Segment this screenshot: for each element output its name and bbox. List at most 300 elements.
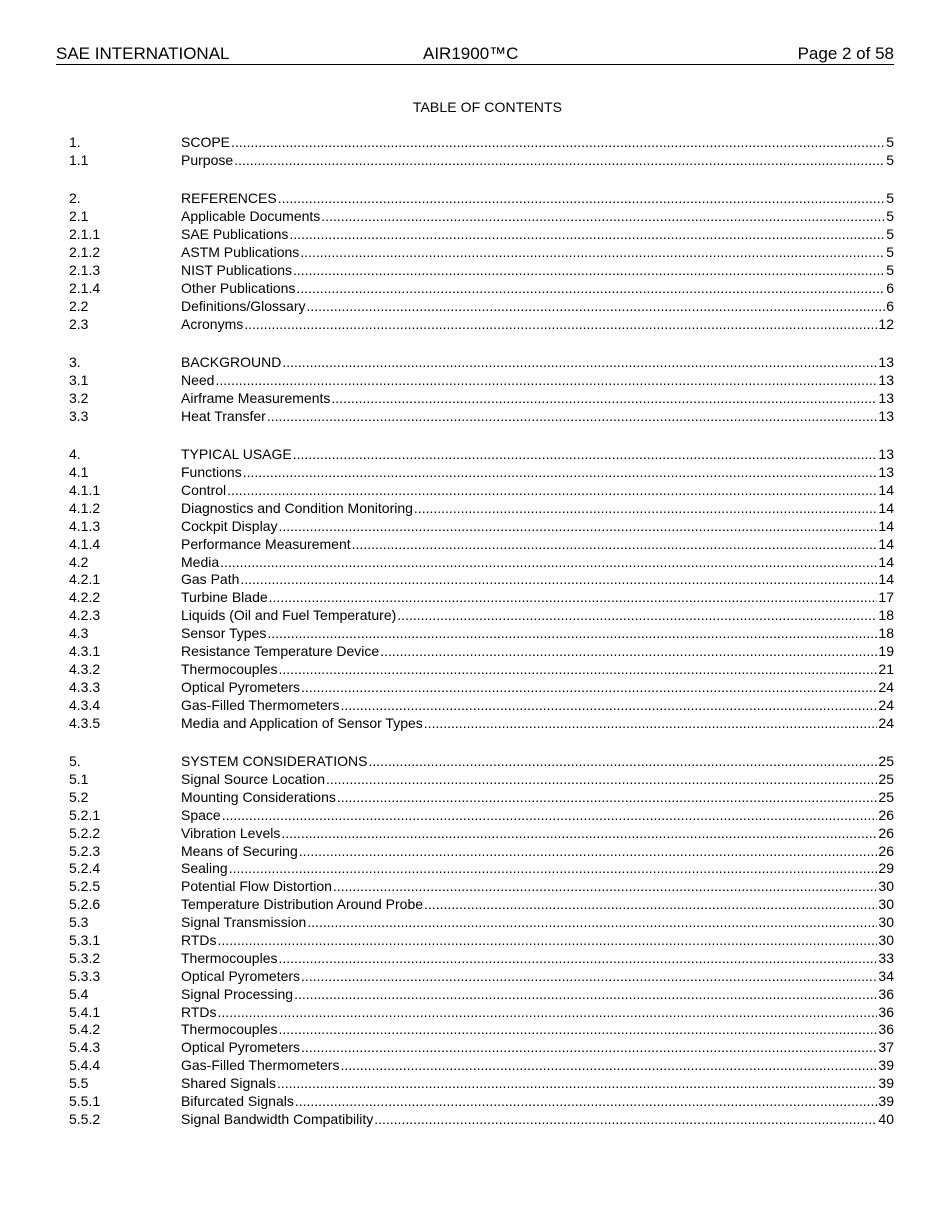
toc-entry-page: 5 <box>886 261 894 278</box>
toc-entry-title[interactable]: Liquids (Oil and Fuel Temperature) <box>181 607 397 624</box>
toc-entry-number: 5.3.3 <box>69 967 101 984</box>
section-spacer <box>69 334 894 355</box>
toc-entry-line <box>181 1021 894 1039</box>
toc-entry-page: 14 <box>878 571 894 588</box>
toc-entry-title[interactable]: Need <box>181 371 215 388</box>
dot-leader <box>267 625 877 643</box>
header-organization: SAE INTERNATIONAL <box>56 44 230 63</box>
toc-entry-page: 30 <box>878 896 894 913</box>
dot-leader <box>244 316 877 334</box>
dot-leader <box>231 134 885 152</box>
toc-entry-page: 14 <box>878 553 894 570</box>
toc-entry[interactable] <box>69 446 894 464</box>
toc-entry-title[interactable]: Signal Source Location <box>181 770 325 787</box>
toc-entry-line <box>181 625 894 643</box>
dot-leader <box>424 715 878 733</box>
table-of-contents <box>69 134 894 1129</box>
toc-entry-number: 5.2.5 <box>69 878 101 895</box>
toc-entry[interactable] <box>69 226 894 244</box>
toc-entry-title[interactable]: RTDs <box>181 1003 217 1020</box>
toc-entry-page: 25 <box>878 753 894 770</box>
dot-leader <box>340 1057 877 1075</box>
dot-leader <box>278 190 886 208</box>
toc-entry-page: 34 <box>878 967 894 984</box>
toc-entry-number: 2.2 <box>69 297 89 314</box>
toc-entry-title[interactable]: Signal Bandwidth Compatibility <box>181 1110 374 1127</box>
toc-entry-page: 19 <box>878 643 894 660</box>
dot-leader <box>293 262 885 280</box>
toc-entry-number: 5.5 <box>69 1075 89 1092</box>
toc-entry-page: 14 <box>878 499 894 516</box>
toc-entry-line <box>181 896 894 914</box>
section-spacer <box>69 426 894 447</box>
toc-entry-page: 30 <box>878 878 894 895</box>
toc-entry-number: 5.2.3 <box>69 842 101 859</box>
toc-entry-number: 5. <box>69 753 81 770</box>
toc-entry[interactable] <box>69 914 894 932</box>
toc-entry-number: 5.2.6 <box>69 896 101 913</box>
toc-entry-number: 5.5.2 <box>69 1110 101 1127</box>
toc-entry-page: 26 <box>878 842 894 859</box>
toc-entry-title[interactable]: Performance Measurement <box>181 535 351 552</box>
toc-entry-number: 4. <box>69 446 81 463</box>
toc-entry[interactable] <box>69 518 894 536</box>
dot-leader <box>295 1093 878 1111</box>
toc-entry[interactable] <box>69 753 894 771</box>
toc-entry-number: 4.2.1 <box>69 571 101 588</box>
toc-entry-page: 13 <box>878 354 894 371</box>
toc-entry-line <box>181 860 894 878</box>
toc-entry-number: 1. <box>69 134 81 150</box>
toc-entry-title[interactable]: Thermocouples <box>181 1021 278 1038</box>
toc-entry[interactable] <box>69 807 894 825</box>
toc-entry-title[interactable]: Control <box>181 482 227 499</box>
dot-leader <box>380 643 877 661</box>
toc-entry-title[interactable]: Acronyms <box>181 315 244 332</box>
toc-entry-title[interactable]: Thermocouples <box>181 660 278 677</box>
toc-entry[interactable] <box>69 208 894 226</box>
toc-entry-number: 5.4.4 <box>69 1057 101 1074</box>
toc-entry-number: 1.1 <box>69 151 89 168</box>
toc-entry[interactable] <box>69 1057 894 1075</box>
dot-leader <box>222 807 878 825</box>
toc-entry-title[interactable]: Other Publications <box>181 279 296 296</box>
toc-entry[interactable] <box>69 1093 894 1111</box>
toc-entry-title[interactable]: Media and Application of Sensor Types <box>181 714 423 731</box>
toc-entry-number: 4.1 <box>69 464 89 481</box>
toc-entry-title[interactable]: Resistance Temperature Device <box>181 643 380 660</box>
toc-entry-line <box>181 518 894 536</box>
dot-leader <box>374 1111 877 1129</box>
toc-entry-number: 5.3 <box>69 914 89 931</box>
toc-entry-line <box>181 789 894 807</box>
toc-entry-line <box>181 1093 894 1111</box>
toc-entry[interactable] <box>69 878 894 896</box>
toc-entry[interactable] <box>69 843 894 861</box>
toc-entry-number: 3. <box>69 354 81 371</box>
toc-entry-page: 5 <box>886 226 894 243</box>
toc-entry-title[interactable]: Optical Pyrometers <box>181 967 301 984</box>
dot-leader <box>397 607 877 625</box>
toc-entry[interactable] <box>69 298 894 316</box>
dot-leader <box>218 932 878 950</box>
toc-entry-title[interactable]: SAE Publications <box>181 226 289 243</box>
toc-entry-number: 2.1 <box>69 208 89 225</box>
toc-entry[interactable] <box>69 715 894 733</box>
toc-entry[interactable] <box>69 1039 894 1057</box>
toc-entry-page: 30 <box>878 914 894 931</box>
dot-leader <box>294 986 877 1004</box>
toc-entry-page: 18 <box>878 607 894 624</box>
toc-entry-page: 24 <box>878 678 894 695</box>
toc-entry-number: 4.2 <box>69 553 89 570</box>
toc-entry-number: 4.1.2 <box>69 499 101 516</box>
toc-entry-line <box>181 843 894 861</box>
toc-entry-title[interactable]: Gas Path <box>181 571 240 588</box>
toc-entry-title[interactable]: Purpose <box>181 151 234 168</box>
dot-leader <box>227 482 877 500</box>
dot-leader <box>279 661 878 679</box>
toc-entry-title[interactable]: SYSTEM CONSIDERATIONS <box>181 753 368 770</box>
toc-entry-line <box>181 208 894 226</box>
toc-entry-title[interactable]: Gas-Filled Thermometers <box>181 696 340 713</box>
toc-entry-number: 2.1.2 <box>69 244 101 261</box>
dot-leader <box>296 280 885 298</box>
toc-entry-title[interactable]: NIST Publications <box>181 261 293 278</box>
toc-entry[interactable] <box>69 354 894 372</box>
toc-entry-page: 40 <box>878 1110 894 1127</box>
toc-entry-page: 5 <box>886 244 894 261</box>
toc-entry-number: 5.1 <box>69 770 89 787</box>
toc-entry[interactable] <box>69 661 894 679</box>
toc-entry[interactable] <box>69 536 894 554</box>
toc-entry[interactable] <box>69 554 894 572</box>
toc-entry-page: 25 <box>878 770 894 787</box>
toc-entry-title[interactable]: Means of Securing <box>181 842 298 859</box>
toc-entry-title[interactable]: Signal Processing <box>181 985 294 1002</box>
toc-entry-page: 6 <box>886 279 894 296</box>
toc-entry-title[interactable]: Temperature Distribution Around Probe <box>181 896 424 913</box>
toc-entry-page: 33 <box>878 949 894 966</box>
toc-entry-number: 4.3.5 <box>69 714 101 731</box>
section-spacer <box>69 170 894 191</box>
dot-leader <box>337 789 878 807</box>
toc-entry-number: 4.1.1 <box>69 482 101 499</box>
toc-entry-line <box>181 643 894 661</box>
toc-entry[interactable] <box>69 1111 894 1129</box>
dot-leader <box>229 860 878 878</box>
toc-entry-title[interactable]: Signal Transmission <box>181 914 307 931</box>
toc-entry-number: 4.1.4 <box>69 535 101 552</box>
toc-entry-page: 37 <box>878 1039 894 1056</box>
dot-leader <box>301 679 877 697</box>
toc-entry-title[interactable]: Heat Transfer <box>181 407 266 424</box>
dot-leader <box>215 372 877 390</box>
toc-entry-title[interactable]: TYPICAL USAGE <box>181 446 292 463</box>
toc-entry-line <box>181 968 894 986</box>
toc-entry-line <box>181 390 894 408</box>
toc-entry-title[interactable]: SCOPE <box>181 134 231 150</box>
dot-leader <box>301 1039 877 1057</box>
toc-entry-number: 2.1.1 <box>69 226 101 243</box>
dot-leader <box>293 446 878 464</box>
toc-entry-line <box>181 697 894 715</box>
toc-entry[interactable] <box>69 950 894 968</box>
toc-entry-page: 13 <box>878 446 894 463</box>
dot-leader <box>240 571 877 589</box>
toc-entry[interactable] <box>69 643 894 661</box>
toc-entry[interactable] <box>69 697 894 715</box>
dot-leader <box>333 878 877 896</box>
toc-entry-page: 17 <box>878 589 894 606</box>
toc-entry-line <box>181 589 894 607</box>
toc-entry-page: 25 <box>878 788 894 805</box>
toc-entry-page: 24 <box>878 696 894 713</box>
toc-entry-title[interactable]: Airframe Measurements <box>181 389 331 406</box>
toc-entry[interactable] <box>69 262 894 280</box>
dot-leader <box>279 1021 878 1039</box>
toc-entry-title[interactable]: Mounting Considerations <box>181 788 336 805</box>
toc-entry-title[interactable]: Diagnostics and Condition Monitoring <box>181 499 413 516</box>
toc-entry[interactable] <box>69 1021 894 1039</box>
toc-entry-number: 5.4.2 <box>69 1021 101 1038</box>
toc-entry-line <box>181 262 894 280</box>
toc-entry-title[interactable]: Definitions/Glossary <box>181 297 306 314</box>
dot-leader <box>424 896 877 914</box>
toc-entry-line <box>181 190 894 208</box>
toc-entry-line <box>181 1075 894 1093</box>
toc-entry[interactable] <box>69 1075 894 1093</box>
toc-entry-number: 4.2.3 <box>69 607 101 624</box>
toc-entry[interactable] <box>69 280 894 298</box>
toc-entry[interactable] <box>69 1004 894 1022</box>
dot-leader <box>331 390 877 408</box>
toc-entry-page: 39 <box>878 1093 894 1110</box>
toc-entry[interactable] <box>69 390 894 408</box>
toc-entry-title[interactable]: Potential Flow Distortion <box>181 878 332 895</box>
toc-entry[interactable] <box>69 986 894 1004</box>
toc-entry-page: 6 <box>886 297 894 314</box>
toc-entry[interactable] <box>69 408 894 426</box>
dot-leader <box>279 950 878 968</box>
section-spacer <box>69 733 894 754</box>
toc-entry-line <box>181 986 894 1004</box>
toc-entry-page: 14 <box>878 517 894 534</box>
toc-entry[interactable] <box>69 464 894 482</box>
toc-entry-line <box>181 950 894 968</box>
toc-entry-line <box>181 753 894 771</box>
dot-leader <box>301 968 877 986</box>
toc-entry-line <box>181 771 894 789</box>
toc-entry-line <box>181 1057 894 1075</box>
toc-entry[interactable] <box>69 789 894 807</box>
toc-entry-title[interactable]: Optical Pyrometers <box>181 678 301 695</box>
toc-entry[interactable] <box>69 932 894 950</box>
toc-entry-number: 4.2.2 <box>69 589 101 606</box>
toc-entry-title[interactable]: Gas-Filled Thermometers <box>181 1057 340 1074</box>
toc-entry-line <box>181 914 894 932</box>
toc-entry-page: 14 <box>878 535 894 552</box>
toc-entry-title[interactable]: Media <box>181 553 220 570</box>
toc-entry[interactable] <box>69 134 894 152</box>
header-page-number: Page 2 of 58 <box>797 44 894 63</box>
toc-entry-number: 4.3.1 <box>69 643 101 660</box>
toc-entry-line <box>181 354 894 372</box>
toc-entry-number: 5.2 <box>69 788 89 805</box>
dot-leader <box>352 536 878 554</box>
toc-entry[interactable] <box>69 500 894 518</box>
toc-entry-number: 2. <box>69 190 81 207</box>
toc-entry-number: 5.3.1 <box>69 932 101 948</box>
dot-leader <box>281 825 877 843</box>
toc-entry-line <box>181 372 894 390</box>
toc-entry-number: 5.2.4 <box>69 860 101 877</box>
toc-entry-page: 36 <box>878 1021 894 1038</box>
toc-entry-number: 5.2.2 <box>69 824 101 841</box>
toc-entry-line <box>181 715 894 733</box>
toc-entry-page: 26 <box>878 806 894 823</box>
toc-entry-page: 13 <box>878 371 894 388</box>
toc-entry[interactable] <box>69 316 894 334</box>
toc-entry[interactable] <box>69 589 894 607</box>
toc-entry-title[interactable]: Sealing <box>181 860 228 877</box>
toc-entry-line <box>181 316 894 334</box>
toc-entry-title[interactable]: RTDs <box>181 932 217 948</box>
toc-entry[interactable] <box>69 625 894 643</box>
toc-entry-title[interactable]: Optical Pyrometers <box>181 1039 301 1056</box>
dot-leader <box>269 589 878 607</box>
toc-entry-page: 12 <box>878 315 894 332</box>
dot-leader <box>307 914 877 932</box>
toc-heading: TABLE OF CONTENTS <box>412 99 563 115</box>
toc-entry-line <box>181 878 894 896</box>
toc-entry-page: 24 <box>878 714 894 731</box>
toc-entry[interactable] <box>69 607 894 625</box>
toc-entry-page: 13 <box>878 407 894 424</box>
toc-entry[interactable] <box>69 152 894 170</box>
toc-entry-page: 39 <box>878 1057 894 1074</box>
toc-entry-page: 5 <box>886 151 894 168</box>
toc-entry-title[interactable]: Vibration Levels <box>181 824 281 841</box>
toc-entry-page: 26 <box>878 824 894 841</box>
toc-entry-line <box>181 825 894 843</box>
toc-entry[interactable] <box>69 771 894 789</box>
toc-entry-page: 5 <box>886 190 894 207</box>
toc-entry[interactable] <box>69 244 894 262</box>
toc-entry-title[interactable]: Cockpit Display <box>181 517 278 534</box>
dot-leader <box>282 354 877 372</box>
page-header <box>56 44 894 65</box>
toc-entry-line <box>181 134 894 152</box>
toc-entry-title[interactable]: Applicable Documents <box>181 208 321 225</box>
dot-leader <box>368 753 877 771</box>
toc-entry-number: 3.1 <box>69 371 89 388</box>
dot-leader <box>340 697 877 715</box>
toc-entry-title[interactable]: REFERENCES <box>181 190 277 207</box>
toc-entry-line <box>181 571 894 589</box>
toc-entry-number: 5.4 <box>69 985 89 1002</box>
toc-entry-line <box>181 661 894 679</box>
toc-entry-title[interactable]: Shared Signals <box>181 1075 276 1092</box>
toc-entry-line <box>181 280 894 298</box>
dot-leader <box>234 152 885 170</box>
toc-entry[interactable] <box>69 896 894 914</box>
toc-entry-line <box>181 482 894 500</box>
toc-entry[interactable] <box>69 190 894 208</box>
toc-entry-line <box>181 932 894 950</box>
toc-entry-title[interactable]: Turbine Blade <box>181 589 268 606</box>
toc-entry[interactable] <box>69 372 894 390</box>
toc-entry-line <box>181 500 894 518</box>
toc-entry-line <box>181 298 894 316</box>
toc-entry-title[interactable]: BACKGROUND <box>181 354 282 371</box>
toc-entry-number: 5.2.1 <box>69 806 101 823</box>
toc-entry-line <box>181 446 894 464</box>
toc-entry[interactable] <box>69 482 894 500</box>
toc-entry-line <box>181 1039 894 1057</box>
toc-entry[interactable] <box>69 968 894 986</box>
toc-entry-line <box>181 607 894 625</box>
toc-entry-line <box>181 464 894 482</box>
toc-entry-line <box>181 554 894 572</box>
dot-leader <box>218 1004 878 1022</box>
toc-entry-number: 3.3 <box>69 407 89 424</box>
toc-entry-page: 14 <box>878 482 894 499</box>
toc-entry-line <box>181 244 894 262</box>
toc-entry-page: 13 <box>878 464 894 481</box>
toc-entry-number: 2.1.3 <box>69 261 101 278</box>
toc-entry[interactable] <box>69 825 894 843</box>
dot-leader <box>414 500 878 518</box>
toc-entry[interactable] <box>69 571 894 589</box>
toc-entry-page: 13 <box>878 389 894 406</box>
dot-leader <box>220 554 877 572</box>
toc-entry-title[interactable]: Space <box>181 806 221 823</box>
toc-entry-title[interactable]: Functions <box>181 464 242 481</box>
toc-entry-line <box>181 679 894 697</box>
toc-entry-page: 30 <box>878 932 894 948</box>
toc-entry-page: 5 <box>886 208 894 225</box>
dot-leader <box>277 1075 877 1093</box>
toc-entry-number: 5.3.2 <box>69 949 101 966</box>
toc-entry-number: 4.3.2 <box>69 660 101 677</box>
toc-entry-number: 5.5.1 <box>69 1093 101 1110</box>
dot-leader <box>278 518 877 536</box>
toc-entry[interactable] <box>69 860 894 878</box>
toc-entry-number: 3.2 <box>69 389 89 406</box>
dot-leader <box>267 408 878 426</box>
toc-entry-line <box>181 226 894 244</box>
toc-entry-title[interactable]: Bifurcated Signals <box>181 1093 294 1110</box>
toc-entry-title[interactable]: Thermocouples <box>181 949 278 966</box>
toc-entry-title[interactable]: ASTM Publications <box>181 244 300 261</box>
toc-entry-number: 4.3.3 <box>69 678 101 695</box>
toc-entry-number: 5.4.3 <box>69 1039 101 1056</box>
dot-leader <box>307 298 886 316</box>
toc-entry-title[interactable]: Sensor Types <box>181 625 267 642</box>
toc-entry-number: 2.1.4 <box>69 279 101 296</box>
toc-entry-page: 36 <box>878 1003 894 1020</box>
dot-leader <box>321 208 885 226</box>
toc-entry-number: 2.3 <box>69 315 89 332</box>
toc-entry-page: 39 <box>878 1075 894 1092</box>
toc-entry-number: 4.1.3 <box>69 517 101 534</box>
toc-entry-number: 5.4.1 <box>69 1003 101 1020</box>
toc-entry-page: 36 <box>878 985 894 1002</box>
dot-leader <box>326 771 877 789</box>
dot-leader <box>289 226 885 244</box>
toc-entry[interactable] <box>69 679 894 697</box>
